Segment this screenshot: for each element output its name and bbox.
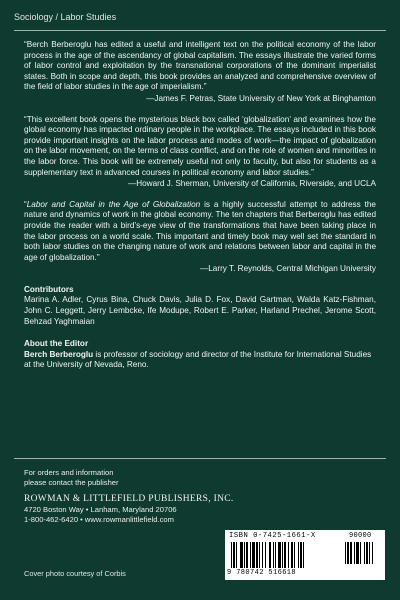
quote-text — [24, 200, 376, 264]
editor-heading: About the Editor — [24, 339, 89, 349]
ean-digits: 9 780742 516618 — [227, 569, 297, 577]
addon-bars — [345, 542, 379, 564]
review-quote-3 — [24, 200, 376, 275]
publisher-address: 4720 Boston Way • Lanham, Maryland 20706 — [24, 504, 177, 514]
barcode — [225, 530, 385, 580]
content-area — [24, 40, 376, 371]
open-quote: “ — [24, 199, 27, 209]
isbn-label: ISBN 0-7425-1661-X — [229, 532, 316, 540]
contributors-heading: Contributors — [24, 284, 74, 294]
category-label: Sociology / Labor Studies — [14, 12, 117, 22]
orders-line-1: For orders and information — [24, 468, 114, 477]
barcode-bar — [372, 542, 373, 564]
ean-bars — [231, 542, 335, 568]
review-quote-2 — [24, 115, 376, 190]
publisher-contact: 1-800-462-6420 • www.rowmanlittlefield.com — [24, 514, 174, 524]
top-divider — [14, 30, 386, 31]
review-quote-1 — [24, 40, 376, 105]
contributors-list: Marina A. Adler, Cyrus Bina, Chuck Davis, Julia D. Fox, David Gartman, Walda Katz-Fishman, John C. Leggett, Jerry Lembcke, Ife Modupe, Robert E. Parker, Harland Prechel, Jerome Scott, Behzad Yaghmaian — [24, 295, 376, 326]
quote-attribution: —James F. Petras, State University of New York at Binghamton — [146, 93, 376, 103]
quote-attribution: —Larry T. Reynolds, Central Michigan University — [200, 264, 376, 274]
quote-attribution: —Howard J. Sherman, University of California, Riverside, and UCLA — [128, 179, 376, 189]
addon-digits: 90000 — [349, 532, 372, 540]
bottom-divider — [14, 458, 386, 459]
editor-name: Berch Berberoglu — [24, 349, 94, 359]
orders-info — [24, 468, 234, 525]
editor-section — [24, 339, 376, 371]
editor-bio-text: is professor of sociology and director of the Institute for International Studies at the University of Nevada, Reno. — [24, 349, 372, 370]
photo-credit: Cover photo courtesy of Corbis — [24, 569, 126, 578]
quote-body: is a highly successful attempt to address the nature and dynamics of work in the global economy. The ten chapters that Berberoglu has edited provide the reader with a bird’s-eye view of the transformations that have been taking place in the labor process on a world scale. This important and timely book may well set the standard in both labor studies on the changing nature of work and relations between labor and capital in the age of globalization.” — [24, 199, 376, 262]
book-title: Labor and Capital in the Age of Globalization — [26, 199, 201, 209]
quote-text: “This excellent book opens the mysterious black box called ‘globalization’ and examines how the global economy has impacted ordinary people in the workplace. The essays included in this book provide important insights on the labor process and modes of work—the impact of globalization on the labor movement, on the terms of class conflict, and on the role of women and minorities in the labor force. This book will be extremely useful not only to faculty, but also for students as a supplementary text in advanced courses in political economy and labor studies.” — [24, 114, 376, 177]
editor-bio — [24, 350, 376, 371]
contributors-section — [24, 285, 376, 327]
orders-line-2: please contact the publisher — [24, 478, 119, 488]
barcode-bar — [304, 542, 305, 568]
publisher-name: ROWMAN & LITTLEFIELD PUBLISHERS, INC. — [24, 494, 234, 505]
quote-text: “Berch Berberoglu has edited a useful and intelligent text on the political economy of the labor process in the age of the ascendancy of global capitalism. The essays illustrate the varied forms of labor control and exploitation by the transnational corporations of the dominant imperialist states. Both in scope and depth, this book provides an analyzed and comprehensive overview of the field of labor studies in the age of imperialism.” — [24, 40, 376, 92]
